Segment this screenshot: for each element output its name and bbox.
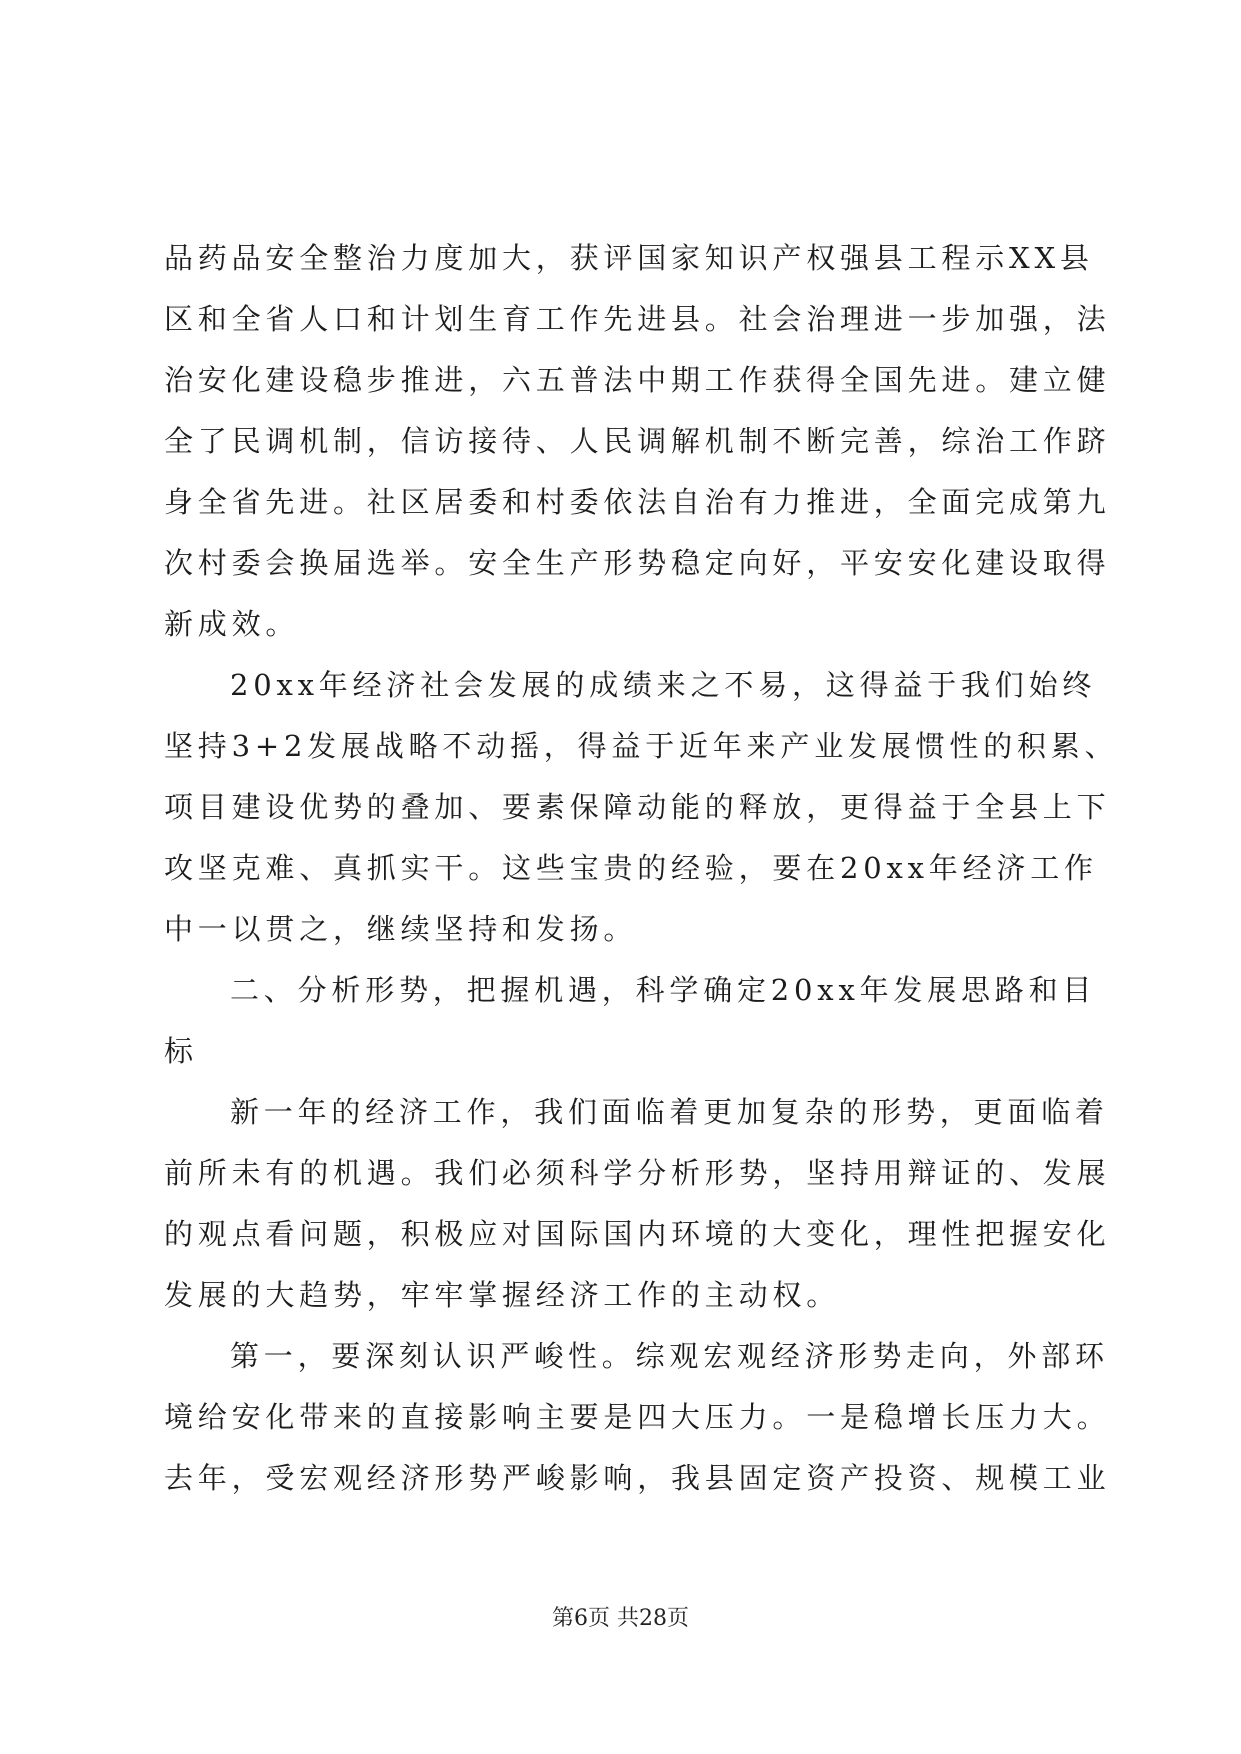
text-line-19: 第一，要深刻认识严峻性。综观宏观经济形势走向，外部环 xyxy=(230,1339,1109,1373)
text-line-9: 坚持3+2发展战略不动摇，得益于近年来产业发展惯性的积累、 xyxy=(164,729,1119,763)
section-heading-line-1: 二、分析形势，把握机遇，科学确定20xx年发展思路和目 xyxy=(230,973,1097,1007)
text-line-15: 新一年的经济工作，我们面临着更加复杂的形势，更面临着 xyxy=(230,1095,1109,1129)
text-line-5: 身全省先进。社区居委和村委依法自治有力推进，全面完成第九 xyxy=(164,485,1111,519)
text-line-3: 治安化建设稳步推进，六五普法中期工作获得全国先进。建立健 xyxy=(164,363,1111,397)
text-line-11: 攻坚克难、真抓实干。这些宝贵的经验，要在20xx年经济工作 xyxy=(164,851,1098,885)
text-line-7: 新成效。 xyxy=(164,607,300,641)
text-line-20: 境给安化带来的直接影响主要是四大压力。一是稳增长压力大。 xyxy=(164,1400,1111,1434)
text-line-21: 去年，受宏观经济形势严峻影响，我县固定资产投资、规模工业 xyxy=(164,1461,1111,1495)
text-line-10: 项目建设优势的叠加、要素保障动能的释放，更得益于全县上下 xyxy=(164,790,1111,824)
text-line-12: 中一以贯之，继续坚持和发扬。 xyxy=(164,912,638,946)
text-line-4: 全了民调机制，信访接待、人民调解机制不断完善，综治工作跻 xyxy=(164,424,1111,458)
text-line-18: 发展的大趋势，牢牢掌握经济工作的主动权。 xyxy=(164,1278,841,1312)
section-heading-line-2: 标 xyxy=(164,1034,198,1068)
text-line-16: 前所未有的机遇。我们必须科学分析形势，坚持用辩证的、发展 xyxy=(164,1156,1111,1190)
text-line-17: 的观点看问题，积极应对国际国内环境的大变化，理性把握安化 xyxy=(164,1217,1111,1251)
text-line-2: 区和全省人口和计划生育工作先进县。社会治理进一步加强，法 xyxy=(164,302,1111,336)
text-line-1: 品药品安全整治力度加大，获评国家知识产权强县工程示XX县 xyxy=(164,241,1094,275)
document-body xyxy=(164,228,1119,1509)
text-line-8: 20xx年经济社会发展的成绩来之不易，这得益于我们始终 xyxy=(230,668,1097,702)
text-line-6: 次村委会换届选举。安全生产形势稳定向好，平安安化建设取得 xyxy=(164,546,1111,580)
page-number-footer: 第6页 共28页 xyxy=(552,1606,689,1631)
